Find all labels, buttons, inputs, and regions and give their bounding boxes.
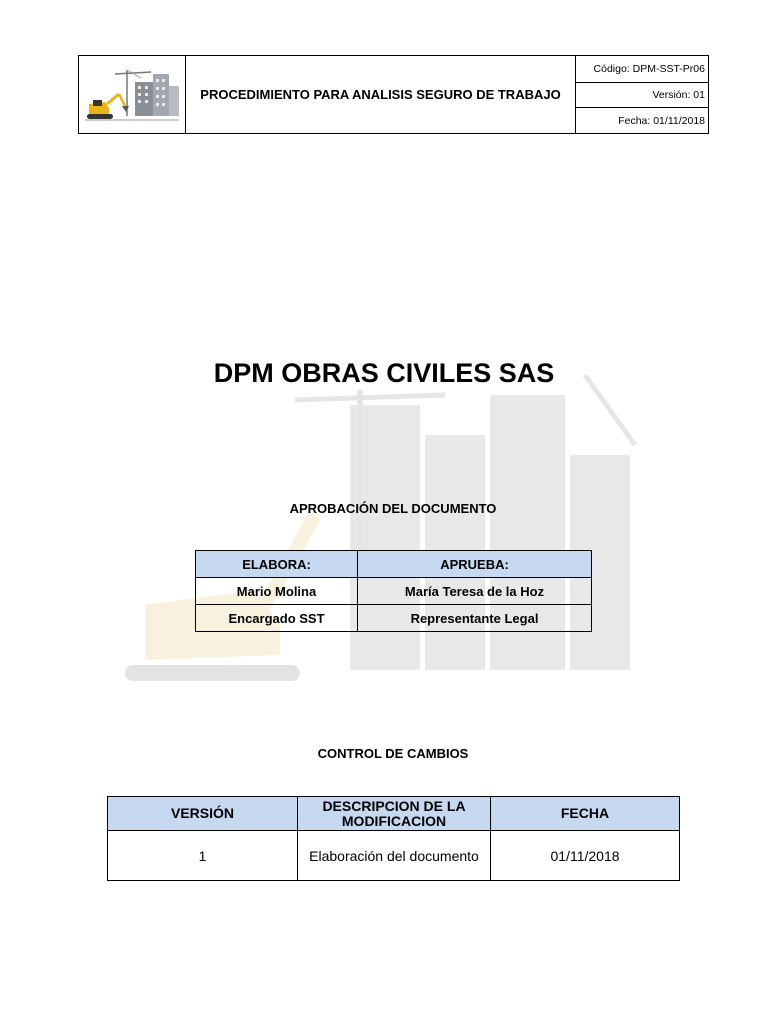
table-row — [196, 605, 592, 632]
table-cell: Elaboración del documento — [298, 831, 491, 881]
table-cell: María Teresa de la Hoz — [358, 578, 592, 605]
header-cell: VERSIÓN — [108, 797, 298, 831]
construction-watermark-icon — [115, 375, 660, 690]
table-cell: Representante Legal — [358, 605, 592, 632]
document-header — [78, 55, 709, 134]
approval-title: APROBACIÓN DEL DOCUMENTO — [289, 501, 497, 516]
document-code: Código: DPM-SST-Pr06 — [593, 62, 705, 75]
approval-table — [195, 550, 592, 632]
document-title: PROCEDIMIENTO PARA ANALISIS SEGURO DE TRABAJO — [186, 56, 576, 133]
construction-logo-icon — [79, 56, 186, 133]
company-name: DPM OBRAS CIVILES SAS — [213, 358, 555, 388]
table-cell: Encargado SST — [196, 605, 358, 632]
document-date: Fecha: 01/11/2018 — [576, 107, 708, 133]
table-cell: 1 — [108, 831, 298, 881]
table-cell: 01/11/2018 — [491, 831, 680, 881]
table-cell: Mario Molina — [196, 578, 358, 605]
changes-table — [107, 796, 680, 881]
header-cell: DESCRIPCION DE LA MODIFICACION — [298, 797, 491, 831]
table-row — [108, 831, 680, 881]
table-row — [196, 578, 592, 605]
header-cell: FECHA — [491, 797, 680, 831]
table-header-row — [196, 551, 592, 578]
header-cell: APRUEBA: — [358, 551, 592, 578]
table-header-row — [108, 797, 680, 831]
document-version: Versión: 01 — [576, 82, 708, 108]
changes-title: CONTROL DE CAMBIOS — [317, 746, 469, 761]
header-cell: ELABORA: — [196, 551, 358, 578]
document-meta — [576, 56, 708, 133]
